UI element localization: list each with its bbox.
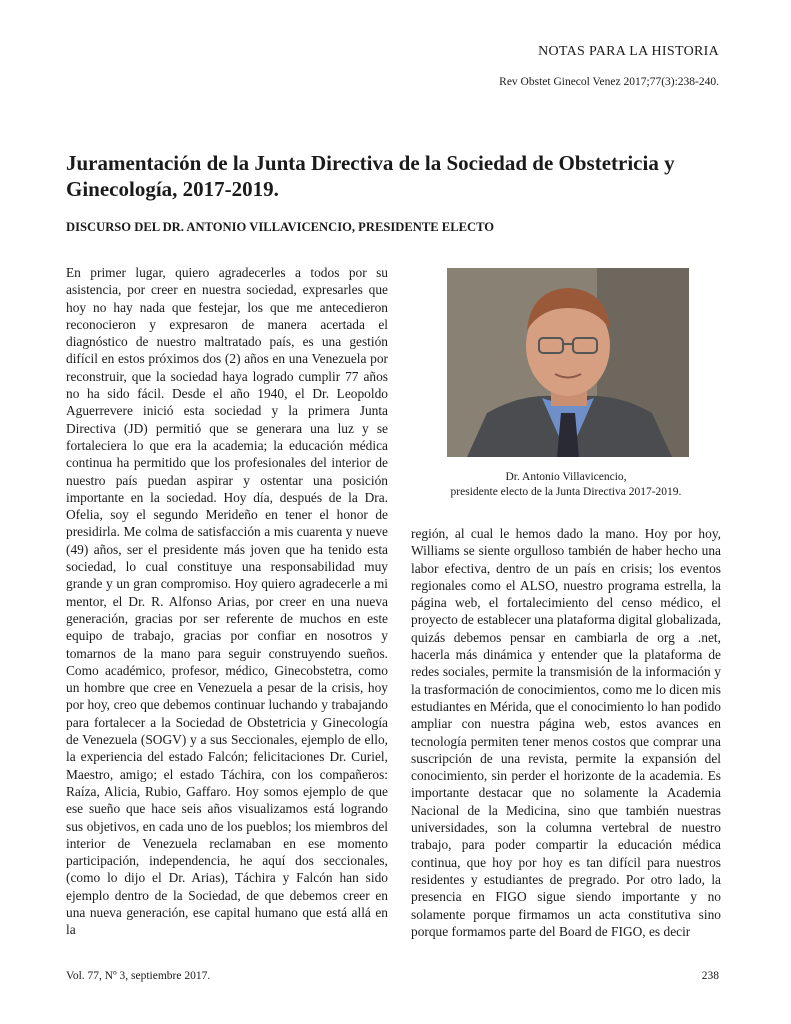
figure-caption bbox=[411, 470, 721, 500]
body-column-right: región, al cual le hemos dado la mano. Hoy por hoy, Williams se siente orgulloso también de haber hecho una labor efectiva, dentro de un país en crisis; los eventos regionales como el ALSO, nuestro programa estrella, la página web, el fortalecimiento del censo médico, el proyecto de establecer una plataforma digital globalizada, quizás debemos pensar en cambiarla de org a .net, hacerla más dinámica y entender que la plataforma de redes sociales, permite la transmisión de la información y la trasformación de conocimientos, como me lo dicen mis estudiantes en Mérida, que el conocimiento lo han podido ampliar con nuestra página web, estos avances en tecnología permiten tener menos costos que comprar una suscripción de una revista, permite la expansión del conocimiento, sin perder el horizonte de la academia. Es importante destacar que no solamente la Academia Nacional de la Medicina, sino que también nuestras universidades, son la columna vertebral de nuestro trabajo, para poder compartir la educación médica continua, que hoy por hoy es tan difícil para nuestros residentes y estudiantes de pregrado. Por otro lado, la presencia en FIGO sigue siendo importante y no solamente porque firmamos un acta constitutiva sino porque formamos parte del Board de FIGO, es decir bbox=[411, 526, 721, 939]
section-label: NOTAS PARA LA HISTORIA bbox=[538, 44, 719, 59]
article-title: Juramentación de la Junta Directiva de la Sociedad de Obstetricia y Ginecología, 2017-2019. bbox=[66, 151, 675, 201]
journal-citation: Rev Obstet Ginecol Venez 2017;77(3):238-240. bbox=[499, 76, 719, 88]
body-column-left: En primer lugar, quiero agradecerles a todos por su asistencia, por creer en nuestra sociedad, expresarles que hoy no hay nada que festejar, los que me antecedieron reconocieron y expresaron de manera acertada el diagnóstico de nuestro maltratado país, es una gestión difícil en estos próximos dos (2) años en una Venezuela por reconstruir, que la sociedad haya logrado cumplir 77 años no ha sido fácil. Desde el año 1940, el Dr. Leopoldo Aguerrevere inició esta sociedad y la primera Junta Directiva (JD) permitió que se generara una luz y se fortaleciera lo que era la academia; la educación médica continua ha permitido que los profesionales del interior de nuestro país puedan aspirar y ostentar una posición importante en la sociedad. Hoy día, después de la Dra. Ofelia, soy el segundo Merideño en tener el honor de presidirla. Me colma de satisfacción a mis cuarenta y nueve (49) años, ser el presidente más joven que ha tenido esta sociedad, lo cual constituye una responsabilidad muy grande y un gran compromiso. Hoy quiero agradecerle a mi mentor, el Dr. R. Alfonso Arias, por creer en una nueva generación, gracias por ser referente de muchos en este equipo de trabajo, gracias por confiar en nosotros y tomarnos de la mano para seguir construyendo sueños. Como académico, profesor, médico, Ginecobstetra, como un hombre que cree en Venezuela a pesar de la crisis, hoy por hoy, creo que debemos continuar luchando y trabajando para fortalecer a la Sociedad de Obstetricia y Ginecología de Venezuela (SOGV) y a sus Seccionales, ejemplo de ello, la experiencia del estado Falcón; felicitaciones Dr. Curiel, Maestro, amigo; el estado Táchira, con los compañeros: Raíza, Alicia, Rubio, Gaffaro. Hoy somos ejemplo de que ese sueño que hace seis años visualizamos está logrando sus objetivos, en cada uno de los pueblos; los miembros del interior de Venezuela reclamaban en ese momento participación, independencia, he aquí dos seccionales, (como lo dijo el Dr. Arias), Táchira y Falcón han sido ejemplo dentro de la Sociedad, de que debemos creer en una nueva generación, ese capital humano que está allá en la bbox=[66, 265, 388, 938]
caption-line-2: presidente electo de la Junta Directiva 2017-2019. bbox=[450, 486, 682, 498]
portrait-photo bbox=[447, 268, 689, 457]
article-subtitle: DISCURSO DEL DR. ANTONIO VILLAVICENCIO, PRESIDENTE ELECTO bbox=[66, 220, 495, 234]
footer-volume: Vol. 77, Nº 3, septiembre 2017. bbox=[66, 970, 211, 982]
caption-line-1: Dr. Antonio Villavicencio, bbox=[505, 471, 627, 483]
page-number: 238 bbox=[701, 970, 719, 982]
